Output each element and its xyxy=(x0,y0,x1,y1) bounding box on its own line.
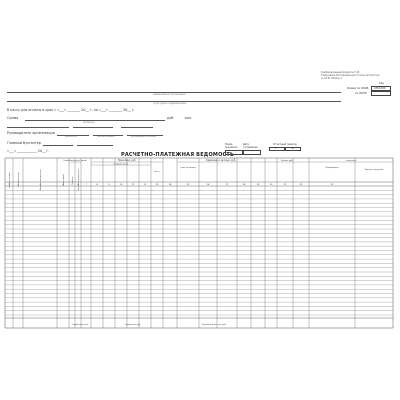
column-number-9: 9 xyxy=(108,183,110,186)
column-number-2: 2 xyxy=(17,183,19,186)
column-number-10: 10 xyxy=(119,183,123,186)
column-number-6: 6 xyxy=(77,183,79,186)
column-header-5: рабочих xyxy=(72,176,74,184)
group-payout: к выплате xyxy=(345,160,357,162)
group-accrued: Начислено, руб. xyxy=(117,159,137,162)
okud-label: Форма по ОКУД xyxy=(347,86,369,90)
column-header-2: Табельный номер xyxy=(18,172,20,188)
org-caption: наименование организации xyxy=(153,93,186,96)
payroll-sheet xyxy=(3,70,397,332)
column-number-19: 19 xyxy=(256,183,260,186)
group-by-types: по видам оплат xyxy=(113,163,129,166)
column-number-15: 15 xyxy=(186,183,190,186)
date-line: «___» ____________ 20__ г. xyxy=(7,149,50,153)
column-number-16: 16 xyxy=(206,183,210,186)
accountant-label: Главный бухгалтер xyxy=(7,141,41,145)
footer-worked: Отработано дней xyxy=(71,324,89,326)
footer-withheld: Удержано и зачтено, руб. xyxy=(201,324,227,326)
column-header-4: Оклад (тариф) xyxy=(63,173,65,187)
doc-date-label: Дата составления xyxy=(243,143,258,149)
cash-line: В кассу для оплаты в срок с «___» ________ 20__ г. по «___» ________ 20__ г. xyxy=(7,108,135,112)
form-note: Унифицированная форма № Т-49 Утверждена Постановлением Госкомстата России от 05.01.2004 № 1 xyxy=(321,71,380,80)
column-number-23: 23 xyxy=(330,183,334,186)
dept-caption: структурное подразделение xyxy=(153,102,187,105)
head-label: Руководитель организации xyxy=(7,131,55,135)
head-caption-1: должность xyxy=(65,136,78,138)
group-debt: Сумма, руб. xyxy=(280,160,294,162)
group-total: всего xyxy=(154,171,160,173)
sum-label: Сумма xyxy=(7,116,19,120)
column-number-12: 12 xyxy=(143,183,147,186)
period-label: Отчетный период xyxy=(273,143,297,146)
footer-accrued: Начислено, руб. xyxy=(125,324,141,326)
sum-units: руб. коп. xyxy=(167,116,192,120)
group-withheld: Удержано и зачтено, руб. xyxy=(206,159,236,162)
document-title: РАСЧЕТНО-ПЛАТЕЖНАЯ ВЕДОМОСТЬ xyxy=(121,152,235,158)
column-number-13: 13 xyxy=(155,183,159,186)
column-number-1: 1 xyxy=(8,183,10,186)
period-from: с xyxy=(275,147,277,151)
column-number-21: 21 xyxy=(283,183,287,186)
column-number-5: 5 xyxy=(71,183,73,186)
column-header-6: выходных и праздничных xyxy=(78,169,80,191)
payroll-table xyxy=(3,70,397,332)
column-number-18: 18 xyxy=(242,183,246,186)
group-income-tax: налог на доходы xyxy=(180,167,196,169)
okud-value: 0301009 xyxy=(374,86,386,90)
column-number-17: 17 xyxy=(225,183,229,186)
column-header-1: Номер по порядку xyxy=(9,172,11,188)
period-to: по xyxy=(291,147,295,151)
column-number-20: 20 xyxy=(269,183,273,186)
column-header-signature: Подпись в получении xyxy=(364,170,384,171)
column-number-8: 8 xyxy=(96,183,98,186)
head-caption-3: расшифровка подписи xyxy=(131,136,157,138)
group-deposited: Депонировано xyxy=(325,167,339,169)
column-number-3: 3 xyxy=(39,183,41,186)
head-caption-2: личная подпись xyxy=(97,136,115,138)
group-worked: Отработано дней (часов) xyxy=(63,160,87,162)
column-number-22: 22 xyxy=(299,183,303,186)
okpo-label: по ОКПО xyxy=(355,91,367,95)
column-number-11: 11 xyxy=(131,183,135,186)
column-header-3: Фамилия, инициалы, дол xyxy=(40,169,42,191)
column-number-7: 7 xyxy=(85,183,87,186)
code-label: Код xyxy=(379,82,384,85)
sum-caption: прописью xyxy=(83,121,95,124)
column-number-14: 14 xyxy=(168,183,172,186)
column-number-4: 4 xyxy=(62,183,64,186)
doc-number-label: Номер документа xyxy=(225,143,238,149)
